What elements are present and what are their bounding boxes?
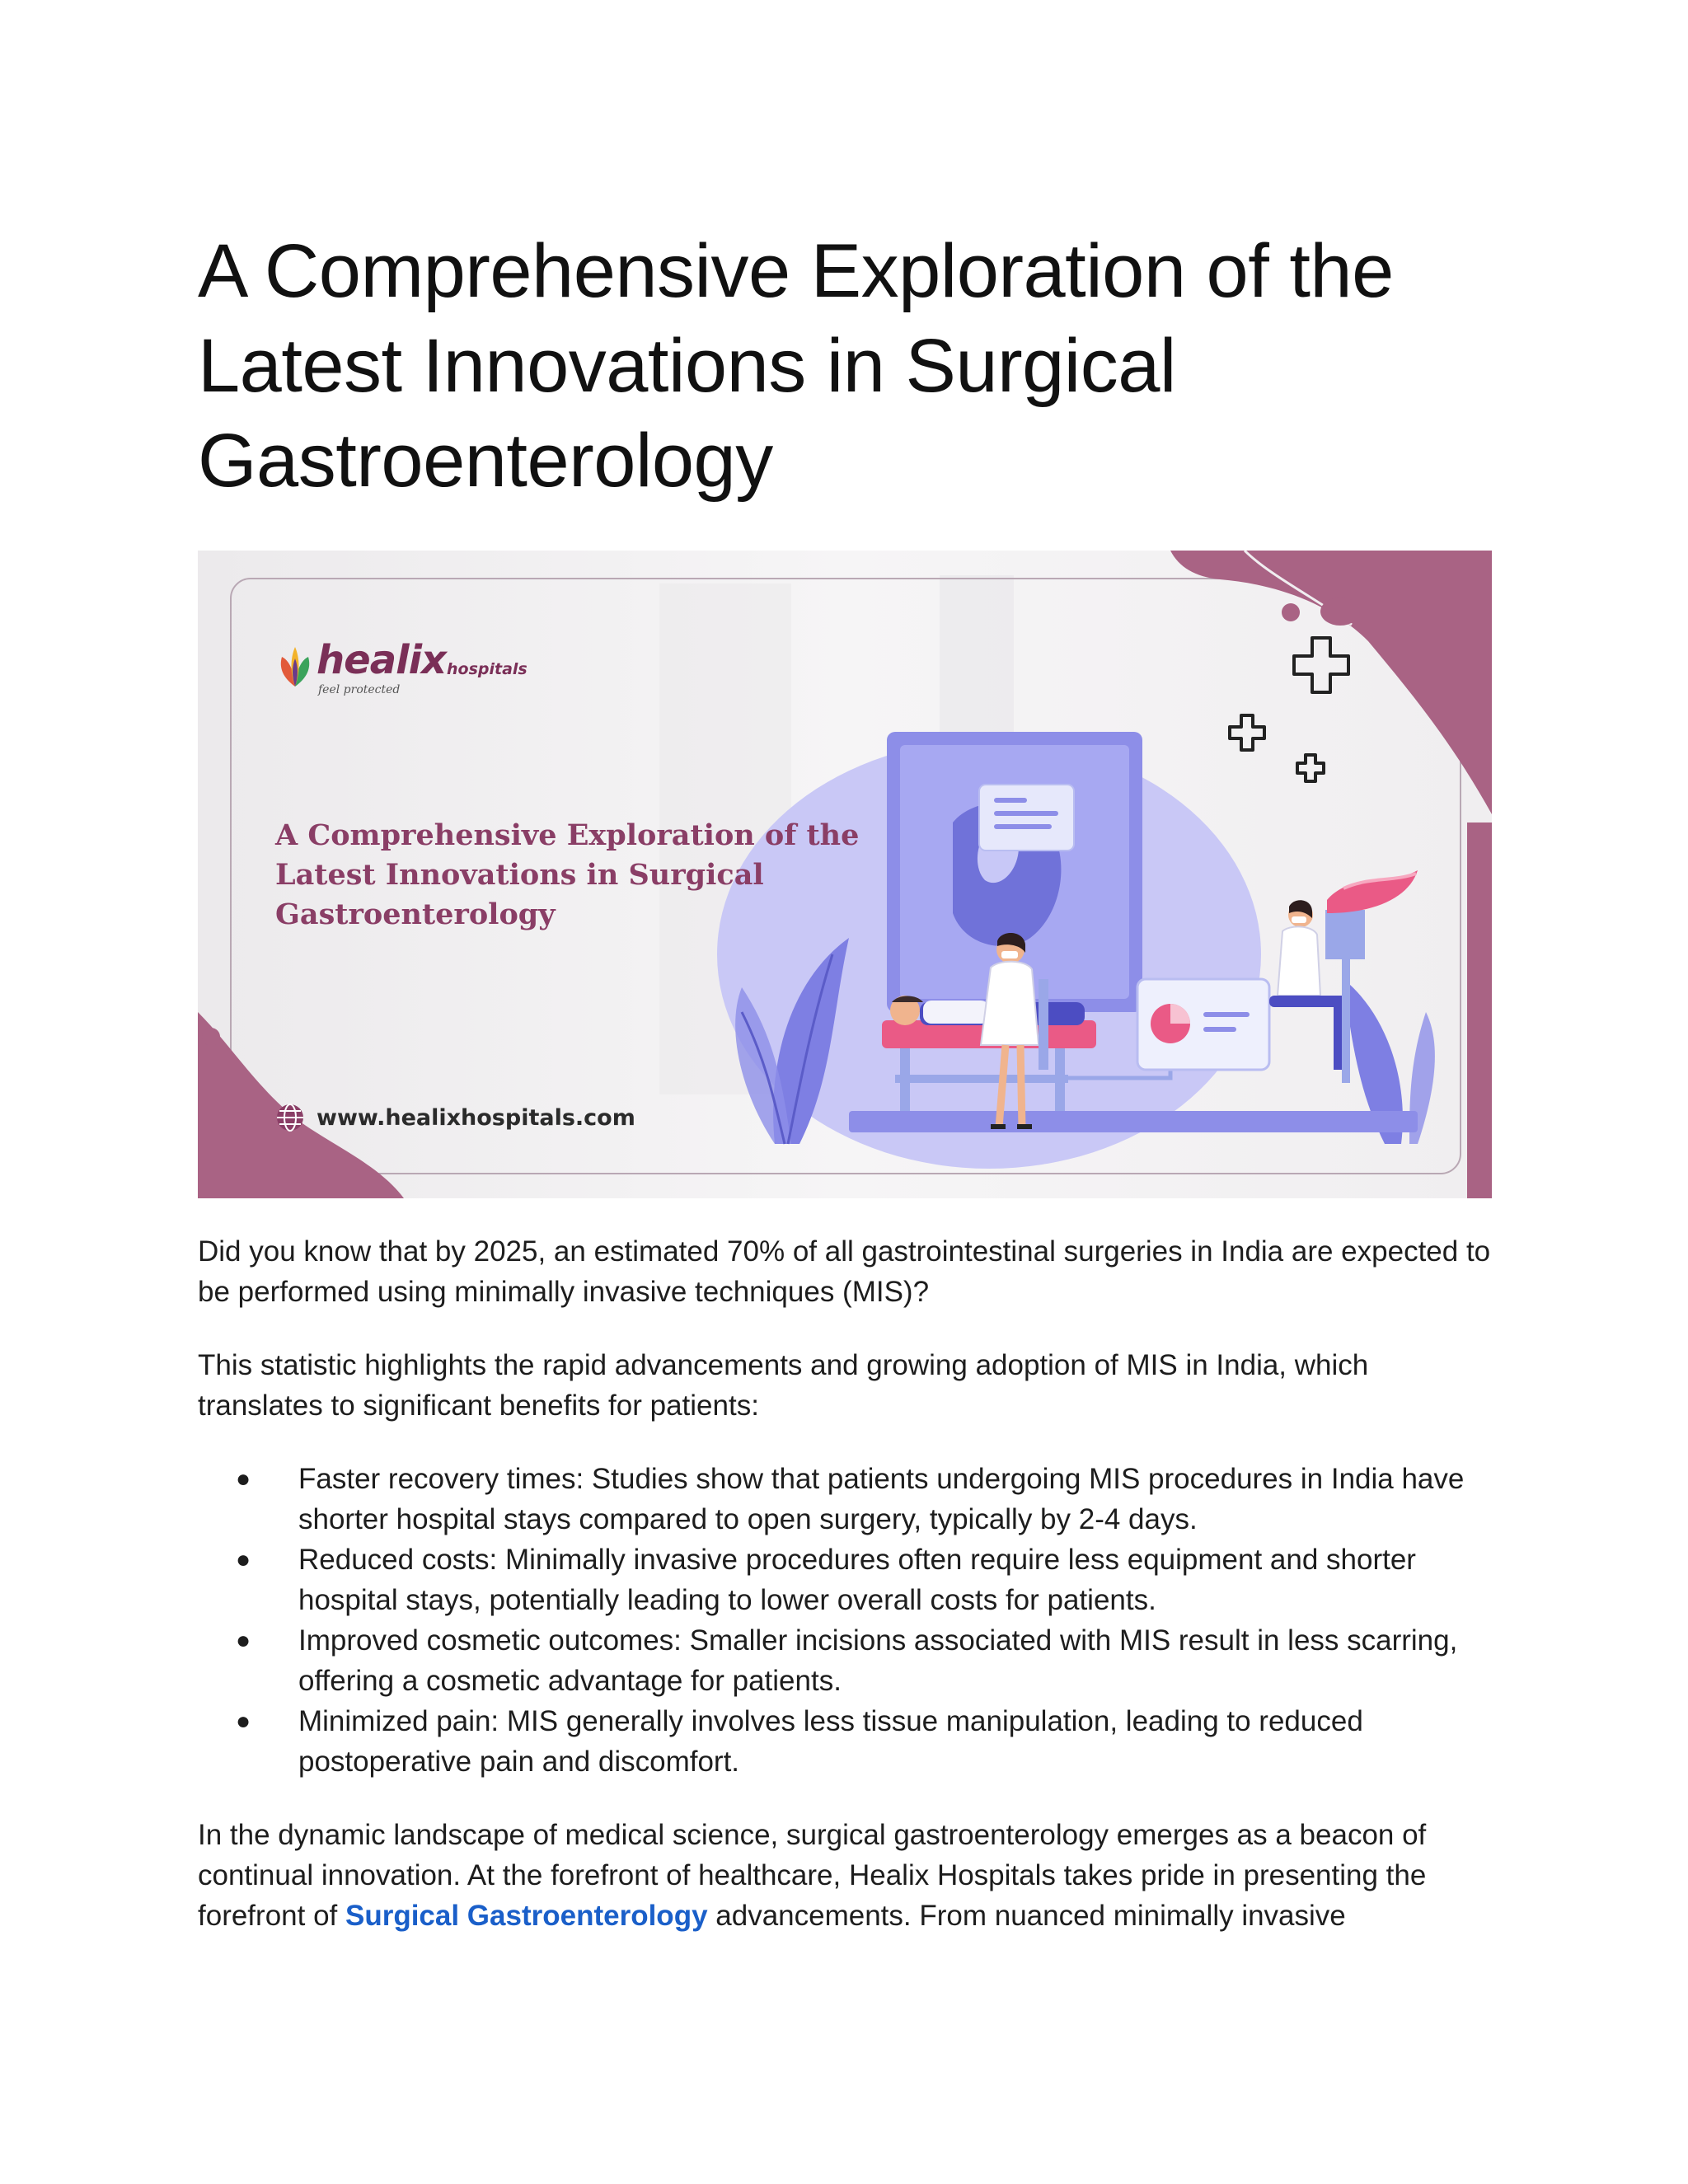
banner-url-text: www.healixhospitals.com xyxy=(316,1104,635,1131)
banner-heading: A Comprehensive Exploration of the Latest Innovations in Surgical Gastroenterology xyxy=(275,818,860,931)
closing-text-end: advancements. From nuanced minimally invasive xyxy=(707,1900,1346,1932)
intro-paragraph: Did you know that by 2025, an estimated 70% of all gastrointestinal surgeries in India are expected to be performed using minimally invasive techniques (MIS)? xyxy=(198,1235,1491,1308)
list-item xyxy=(198,1620,1492,1701)
list-item-text: Minimized pain: MIS generally involves less tissue manipulation, leading to reduced postoperative pain and discomfort. xyxy=(298,1705,1363,1778)
leaf-logo-icon xyxy=(277,645,313,688)
document-title: A Comprehensive Exploration of the Latest Innovations in Surgical Gastroenterology xyxy=(198,229,1394,503)
closing-paragraph xyxy=(198,1815,1492,1936)
list-item-text: Faster recovery times: Studies show that patients undergoing MIS procedures in India have shorter hospital stays compared to open surgery, typically by 2-4 days. xyxy=(298,1463,1465,1535)
logo-subtext: hospitals xyxy=(447,660,528,678)
benefits-list xyxy=(198,1459,1492,1782)
logo-wordmark: healix xyxy=(316,637,446,683)
closing-text: In the dynamic landscape of medical science, surgical gastroenterology emerges as a beacon of continual innovation. At the forefront of healthcare, Healix Hospitals takes pride in presenting the forefront of xyxy=(198,1819,1427,1932)
globe-icon xyxy=(275,1103,305,1132)
bullet-icon: ● xyxy=(236,1627,251,1654)
bullet-icon: ● xyxy=(236,1465,251,1493)
surgical-gastroenterology-link[interactable]: Surgical Gastroenterology xyxy=(345,1900,708,1932)
floating-list-card xyxy=(979,785,1074,851)
list-item xyxy=(198,1540,1492,1620)
healix-logo xyxy=(277,637,607,718)
logo-tagline: feel protected xyxy=(318,683,401,696)
list-item-text: Reduced costs: Minimally invasive procedures often require less equipment and shorter hospital stays, potentially leading to lower overall costs for patients. xyxy=(298,1544,1416,1616)
statistic-paragraph: This statistic highlights the rapid advancements and growing adoption of MIS in India, which translates to significant benefits for patients: xyxy=(198,1349,1369,1422)
list-item xyxy=(198,1701,1492,1782)
hero-banner-image xyxy=(198,551,1492,1198)
bullet-icon: ● xyxy=(236,1546,251,1573)
bullet-icon: ● xyxy=(236,1708,251,1735)
list-item-text: Improved cosmetic outcomes: Smaller incisions associated with MIS result in less scarring, offering a cosmetic advantage for patients. xyxy=(298,1624,1458,1697)
list-item xyxy=(198,1459,1492,1540)
banner-website xyxy=(275,1101,635,1134)
